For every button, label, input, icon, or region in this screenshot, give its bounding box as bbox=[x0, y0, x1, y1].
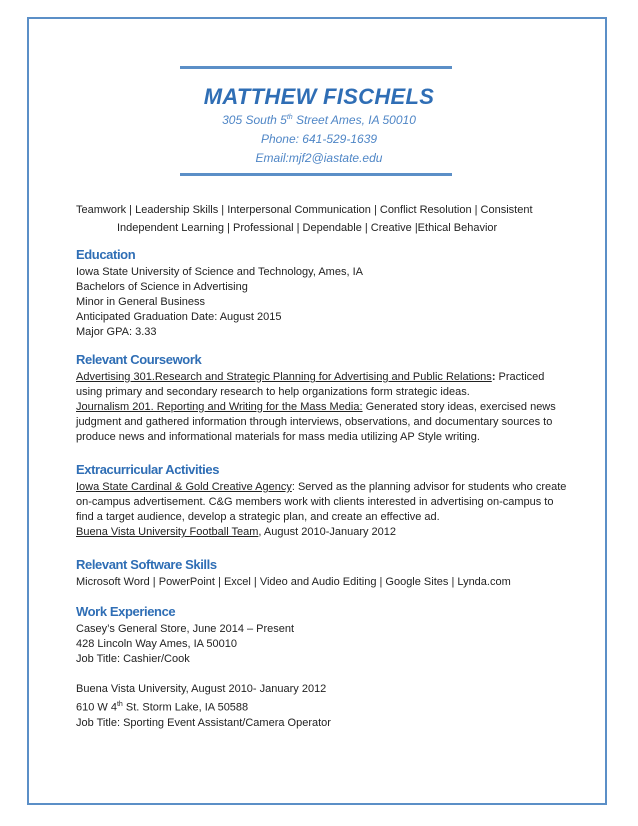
activity-item: Buena Vista University Football Team, August 2010-January 2012 bbox=[76, 526, 397, 538]
work-heading: Work Experience bbox=[76, 604, 176, 619]
extracurricular-section bbox=[76, 462, 571, 540]
skills-line-2: Independent Learning | Professional | Dependable | Creative |Ethical Behavior bbox=[117, 221, 498, 234]
header-top-rule bbox=[180, 66, 452, 69]
activity-title: Iowa State Cardinal & Gold Creative Agency bbox=[76, 481, 292, 493]
education-line: Bachelors of Science in Advertising bbox=[76, 281, 248, 293]
address-line: 305 South 5th Street Ames, IA 50010 bbox=[222, 113, 416, 127]
education-line: Major GPA: 3.33 bbox=[76, 326, 157, 338]
software-section bbox=[76, 557, 571, 590]
course-item: Journalism 201. Reporting and Writing for the Mass Media: Generated story ideas, exercised news judgment and gathered information through interviews, observations, and documentary sources to produce news and informational materials for mass media utilizing AP Style writing. bbox=[76, 401, 556, 443]
job-line: 610 W 4th St. Storm Lake, IA 50588 bbox=[76, 701, 249, 714]
job-line: Job Title: Sporting Event Assistant/Camera Operator bbox=[76, 716, 331, 729]
education-line: Iowa State University of Science and Technology, Ames, IA bbox=[76, 266, 363, 278]
header-bottom-rule bbox=[180, 173, 452, 176]
activity-item: Iowa State Cardinal & Gold Creative Agency: Served as the planning advisor for students who create on-campus advertisement. C&G members work with clients interested in advertising on-campus to find a target audience, develop a strategic plan, and create an effective ad. bbox=[76, 481, 567, 523]
phone-line: Phone: 641-529-1639 bbox=[260, 132, 378, 146]
course-title: Advertising 301.Research and Strategic Planning for Advertising and Public Relations bbox=[76, 371, 492, 383]
software-heading: Relevant Software Skills bbox=[76, 557, 217, 572]
coursework-section bbox=[76, 352, 571, 445]
email-line: Email:mjf2@iastate.edu bbox=[255, 151, 383, 165]
education-line: Anticipated Graduation Date: August 2015 bbox=[76, 311, 282, 323]
course-item: Advertising 301.Research and Strategic Planning for Advertising and Public Relations: Practiced using primary and secondary research to help organizations form strategic ideas. bbox=[76, 371, 545, 398]
education-line: Minor in General Business bbox=[76, 296, 206, 308]
job-line: 428 Lincoln Way Ames, IA 50010 bbox=[76, 638, 238, 650]
job-line: Job Title: Cashier/Cook bbox=[76, 653, 190, 665]
work-section bbox=[76, 604, 571, 731]
activity-title: Buena Vista University Football Team bbox=[76, 526, 259, 538]
education-heading: Education bbox=[76, 247, 136, 262]
extracurricular-heading: Extracurricular Activities bbox=[76, 462, 220, 477]
job-line: Buena Vista University, August 2010- January 2012 bbox=[76, 683, 327, 695]
job-line: Casey’s General Store, June 2014 – Present bbox=[76, 623, 295, 635]
resume-name: MATTHEW FISCHELS bbox=[203, 84, 435, 109]
education-section bbox=[76, 247, 571, 340]
skills-summary bbox=[76, 202, 566, 237]
course-title: Journalism 201. Reporting and Writing for the Mass Media: bbox=[76, 401, 363, 413]
software-list: Microsoft Word | PowerPoint | Excel | Video and Audio Editing | Google Sites | Lynda.com bbox=[76, 576, 511, 588]
coursework-heading: Relevant Coursework bbox=[76, 352, 202, 367]
skills-line-1: Teamwork | Leadership Skills | Interpersonal Communication | Conflict Resolution | Consistent bbox=[76, 204, 533, 216]
